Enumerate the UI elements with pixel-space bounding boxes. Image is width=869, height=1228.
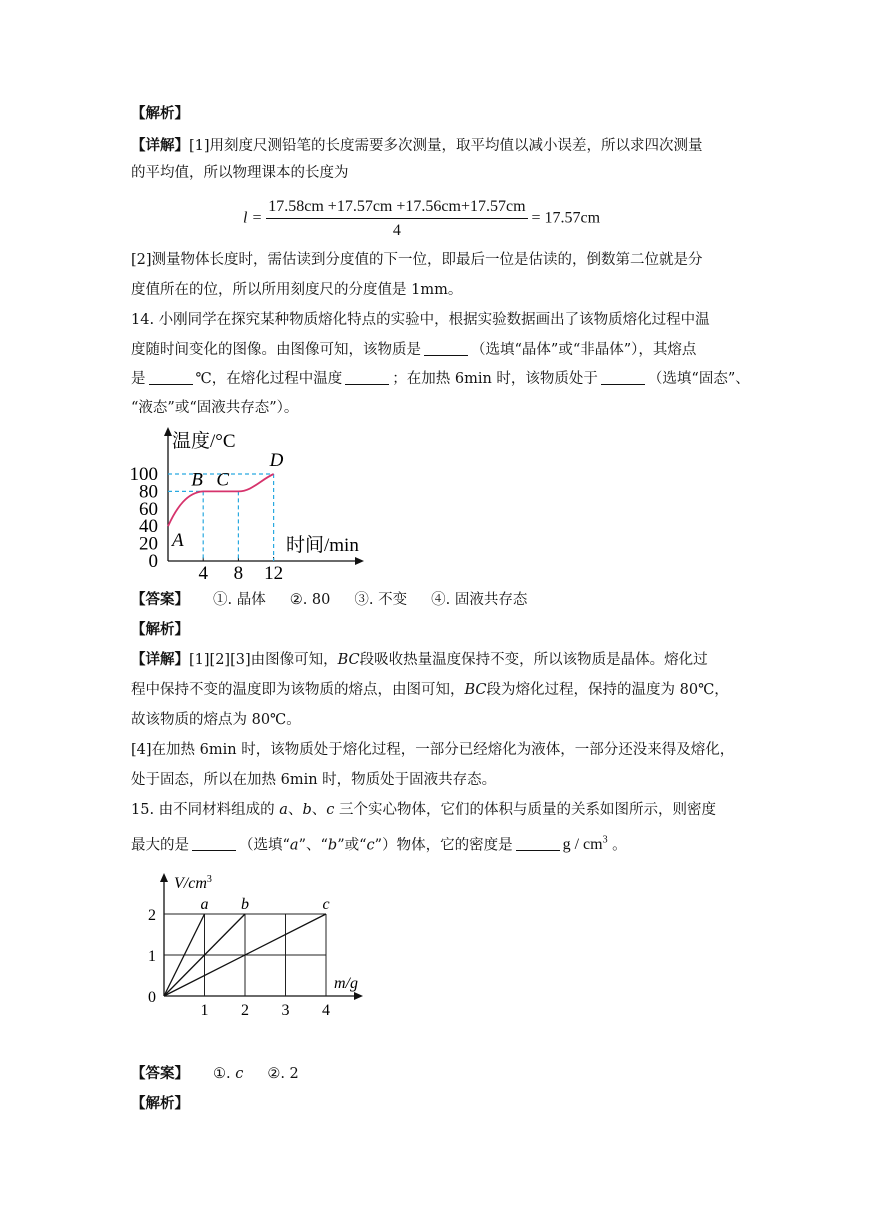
line-labels xyxy=(201,896,330,913)
x-tick-label: 12 xyxy=(264,563,284,584)
answer-blank xyxy=(192,836,236,851)
density-unit: g / $cm^3$ xyxy=(562,835,608,854)
y-tick-label: 0 xyxy=(148,989,156,1006)
y-tick-label: 0 xyxy=(148,551,158,572)
y-axis-arrow xyxy=(164,427,172,436)
x-axis-arrow xyxy=(354,992,363,1000)
detail-paragraph xyxy=(131,136,703,156)
q14-text: 度随时间变化的图像。由图像可知，该物质是 xyxy=(131,342,421,358)
y-axis-label: 温度/°C xyxy=(172,431,236,452)
object-c: c xyxy=(366,837,375,854)
line-label-b: b xyxy=(241,896,249,913)
q15-text: 15. 由不同材料组成的 xyxy=(131,802,280,818)
detail-14-line-4: [4]在加热 6min 时，该物质处于熔化过程，一部分已经熔化为液体，一部分还没来得及熔化， xyxy=(131,742,735,758)
object-b: b xyxy=(302,802,312,818)
answer-item: ①. 晶体 xyxy=(213,592,266,608)
segment-name: BC xyxy=(337,652,360,668)
detail-text-2-cont: 度值所在的位，所以所用刻度尺的分度值是 1mm。 xyxy=(131,282,463,298)
q15-text: 三个实心物体，它们的体积与质量的关系如图所示，则密度 xyxy=(334,802,716,818)
formula-fraction xyxy=(266,198,527,240)
y-tick-labels xyxy=(130,464,159,572)
answer-item: ②. 2 xyxy=(267,1066,299,1082)
x-tick-label: 1 xyxy=(200,1002,209,1019)
q15-text: 、 xyxy=(311,802,327,818)
y-tick-labels xyxy=(148,907,156,1006)
answer-blank xyxy=(424,341,468,356)
formula-numerator: 17.58cm +17.57cm +17.56cm+17.57cm xyxy=(266,198,527,219)
q15-text: ”、“ xyxy=(298,837,328,854)
answer-label: 【答案】 xyxy=(131,591,189,608)
point-label: B xyxy=(191,469,203,491)
melting-chart xyxy=(120,425,380,585)
y-axis-arrow xyxy=(160,873,168,882)
y-tick-label: 2 xyxy=(148,907,156,924)
answer-blank xyxy=(149,370,193,385)
q14-text: （选填“固态”、 xyxy=(647,371,750,387)
object-c: c xyxy=(326,802,335,818)
q14-text: 是 xyxy=(131,371,146,387)
formula-denominator: 4 xyxy=(392,222,401,239)
detail-text: 程中保持不变的温度即为该物质的熔点，由图可知， xyxy=(131,682,465,698)
detail-14-line-1 xyxy=(131,650,708,670)
detail-text-cont: 的平均值，所以物理课本的长度为 xyxy=(131,165,349,181)
x-tick-label: 3 xyxy=(281,1002,290,1019)
y-tick-label: 60 xyxy=(139,498,158,520)
x-tick-label: 4 xyxy=(322,1002,330,1019)
q14-text: ℃，在熔化过程中温度 xyxy=(195,371,343,387)
detail-14-line-2 xyxy=(131,680,729,700)
answer-14 xyxy=(131,590,527,610)
q15-text: （选填“ xyxy=(239,837,290,854)
question-15-line-1 xyxy=(131,800,716,820)
q15-text: 。 xyxy=(607,837,627,854)
object-a: a xyxy=(289,837,299,854)
formula-rhs: = 17.57cm xyxy=(531,209,601,227)
volume-mass-chart xyxy=(138,868,378,1028)
question-14-line-2 xyxy=(131,340,696,360)
segment-name: BC xyxy=(464,682,487,698)
length-formula xyxy=(243,198,600,240)
analysis-label: 【解析】 xyxy=(131,621,189,638)
detail-text-2: [2]测量物体长度时，需估读到分度值的下一位，即最后一位是估读的，倒数第二位就是分 xyxy=(131,252,703,268)
answer-item: ②. 80 xyxy=(289,592,331,608)
answer-label: 【答案】 xyxy=(131,1065,189,1082)
analysis-label: 【解析】 xyxy=(131,1095,189,1112)
q15-text: ”）物体，它的密度是 xyxy=(374,837,513,854)
question-14-line-4: “液态”或“固液共存态”）。 xyxy=(131,400,299,416)
detail-text: [1][2][3]由图像可知， xyxy=(189,652,338,668)
x-axis-label: m/g xyxy=(334,975,358,992)
question-14-line-1: 14. 小刚同学在探究某种物质熔化特点的实验中，根据实验数据画出了该物质熔化过程中温 xyxy=(131,312,710,328)
formula-lhs: l = xyxy=(243,209,263,227)
point-label: C xyxy=(216,469,230,491)
y-tick-label: 100 xyxy=(129,464,158,485)
point-label: D xyxy=(269,450,284,471)
answer-15 xyxy=(131,1064,299,1084)
x-axis-arrow xyxy=(355,557,364,565)
answer-blank xyxy=(516,836,560,851)
object-a: a xyxy=(279,802,288,818)
line-label-a: a xyxy=(200,896,209,913)
detail-label: 【详解】 xyxy=(131,651,189,668)
y-tick-label: 1 xyxy=(148,948,156,965)
x-tick-label: 2 xyxy=(241,1002,249,1019)
object-b: b xyxy=(327,837,338,854)
y-tick-label: 20 xyxy=(139,533,158,555)
q15-text: 最大的是 xyxy=(131,837,189,854)
y-tick-label: 80 xyxy=(139,481,158,503)
q14-text: ；在加热 6min 时，该物质处于 xyxy=(392,371,598,387)
detail-14-line-3: 故该物质的熔点为 80℃。 xyxy=(131,712,301,728)
question-15-line-2 xyxy=(131,831,627,855)
detail-text: 段吸收热量温度保持不变，所以该物质是晶体。熔化过 xyxy=(359,652,708,668)
detail-text: [1]用刻度尺测铅笔的长度需要多次测量，取平均值以减小误差，所以求四次测量 xyxy=(189,138,703,154)
q15-text: 、 xyxy=(287,802,303,818)
x-tick-label: 4 xyxy=(198,563,208,584)
question-14-line-3 xyxy=(131,369,750,389)
answer-item: ③. 不变 xyxy=(354,592,408,608)
point-label: A xyxy=(172,530,184,552)
x-tick-labels xyxy=(201,1002,331,1019)
answer-item: ①. c xyxy=(213,1066,244,1082)
q15-text: ”或“ xyxy=(337,837,367,854)
x-axis-label: 时间/min xyxy=(286,535,359,556)
detail-text: 段为熔化过程，保持的温度为 80℃， xyxy=(486,682,729,698)
line-label-c: c xyxy=(322,896,330,913)
answer-item: ④. 固液共存态 xyxy=(431,592,528,608)
detail-14-line-5: 处于固态，所以在加热 6min 时，物质处于固液共存态。 xyxy=(131,772,497,788)
point-labels xyxy=(170,450,284,551)
q14-text: （选填“晶体”或“非晶体”），其熔点 xyxy=(471,342,697,358)
y-axis-label: $V/cm^3$ xyxy=(174,874,212,892)
y-tick-label: 40 xyxy=(139,516,158,538)
analysis-label: 【解析】 xyxy=(131,105,189,122)
answer-blank xyxy=(601,370,645,385)
x-tick-label: 8 xyxy=(233,563,244,584)
detail-label: 【详解】 xyxy=(131,137,189,154)
answer-blank xyxy=(345,370,389,385)
